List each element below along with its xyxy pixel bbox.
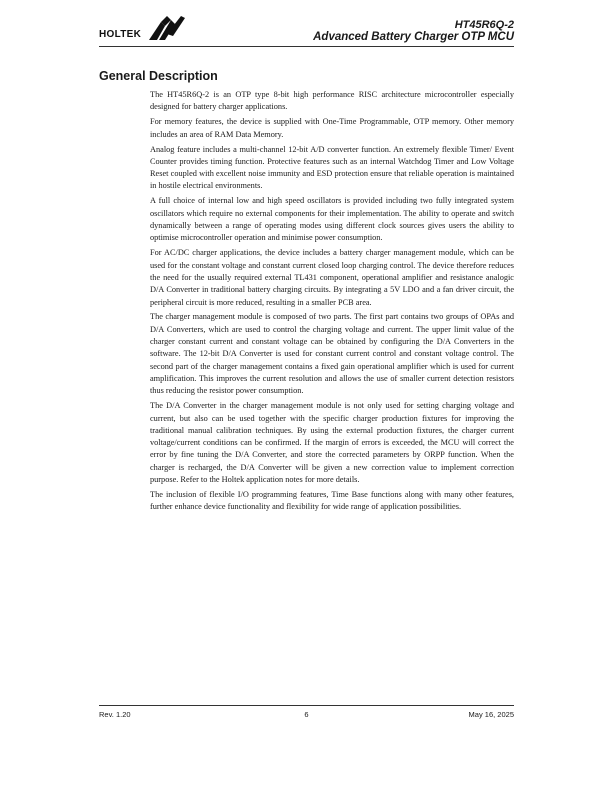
page-footer bbox=[99, 705, 514, 721]
holtek-logo bbox=[99, 14, 191, 44]
paragraph: The charger management module is composed of two parts. The first part contains two groups of OPAs and D/A Converters, which are used to control the charging voltage and current. The upper limit value of the charger constant current and constant voltage can be obtained by configuring the D/A Converters in the software. The 12-bit D/A Converter is used for constant current control and constant voltage control. The second part of the charger management contains a fixed gain operational amplifier which is used for current amplification. This improves the current resolution and allows the use of smaller current detection resistors thus reducing the resistor power consumption. bbox=[150, 312, 514, 396]
revision-label: Rev. 1.20 bbox=[99, 710, 131, 719]
section-title: General Description bbox=[99, 69, 218, 83]
page-header bbox=[99, 14, 514, 47]
footer-date: May 16, 2025 bbox=[468, 710, 514, 719]
logo-text: HOLTEK bbox=[99, 29, 142, 40]
paragraph: The HT45R6Q-2 is an OTP type 8-bit high performance RISC architecture microcontroller especially designed for battery charger applications. bbox=[150, 90, 514, 112]
part-number: HT45R6Q-2 bbox=[454, 19, 514, 31]
header-title-block bbox=[313, 19, 514, 44]
logo-mark-icon bbox=[147, 14, 187, 42]
paragraph: The inclusion of flexible I/O programming features, Time Base functions along with many other features, further enhance device functionality and flexibility for wide range of application possibilities. bbox=[150, 490, 514, 512]
paragraph: Analog feature includes a multi-channel 12-bit A/D converter function. An extremely flexible Timer/ Event Counter provides timing function. Protective features such as an internal Watchdog Timer and Low Voltage Reset coupled with excellent noise immunity and ESD protection ensure that reliable operation is maintained in hostile electrical environments. bbox=[150, 144, 514, 191]
paragraph: The D/A Converter in the charger management module is not only used for setting charging voltage and current, but also can be used together with the specific charger production fixtures for improving the traditional manual calibration techniques. By using the external production fixtures, the charger current voltage/current conditions can be confirmed. If the margin of errors is exceeded, the MCU will correct the error by fine tuning the D/A Converter, and store the corrected parameters by ORPP function. When the charger is recharged, the D/A Converter will be given a new correction value to implement correction purpose. Refer to the Holtek application notes for more details. bbox=[150, 401, 514, 485]
paragraph: For memory features, the device is supplied with One-Time Programmable, OTP memory. Other memory includes an area of RAM Data Memory. bbox=[150, 117, 514, 139]
description-body bbox=[150, 89, 514, 516]
page-number: 6 bbox=[304, 710, 309, 719]
paragraph: A full choice of internal low and high speed oscillators is provided including two fully integrated system oscillators which require no external components for their implementation. The ability to operate and switch dynamically between a range of operating modes using different clock sources gives users the ability to optimise microcontroller operation and minimise power consumption. bbox=[150, 196, 514, 243]
paragraph: For AC/DC charger applications, the device includes a battery charger management module, which can be used for the constant voltage and constant current closed loop charging control. The device therefore reduces the need for the usually required external TL431 component, operational amplifier and resistance analogic D/A Converter in traditional battery charging circuits. By integrating a 5V LDO and a fan driver circuit, the peripheral circuit is more reduced, resulting in a smaller PCB area. bbox=[150, 248, 514, 307]
document-subtitle: Advanced Battery Charger OTP MCU bbox=[313, 31, 514, 43]
